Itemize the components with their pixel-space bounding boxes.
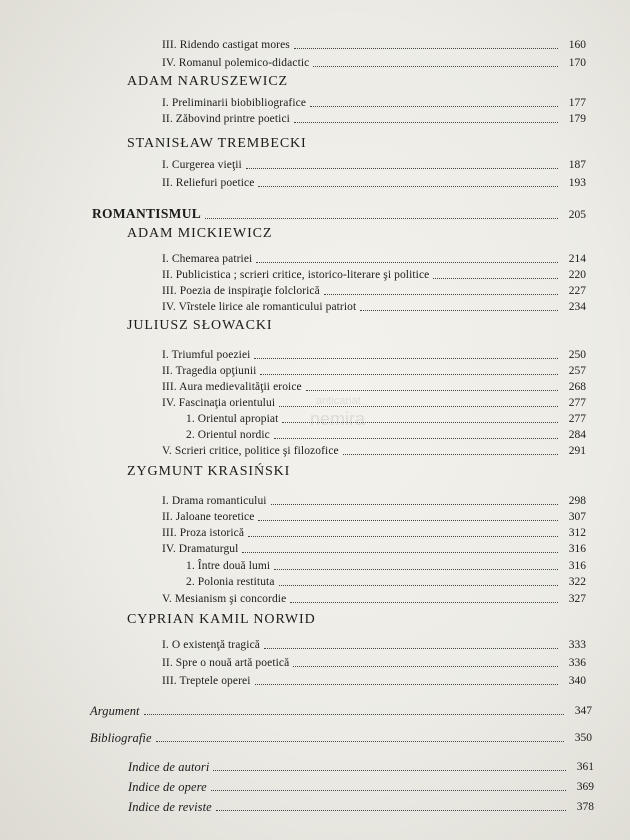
toc-label: 2. Orientul nordic <box>186 429 270 441</box>
toc-label: Indice de reviste <box>128 800 212 814</box>
toc-label: IV. Fascinaţia orientului <box>162 397 276 409</box>
leader-dots <box>216 809 566 811</box>
leader-dots <box>213 769 566 771</box>
toc-label: II. Reliefuri poetice <box>162 177 255 189</box>
toc-row[interactable] <box>162 538 586 556</box>
toc-label: I. O existenţă tragică <box>162 639 260 651</box>
leader-dots <box>156 740 564 742</box>
author-heading: JULIUSZ SŁOWACKI <box>127 318 273 333</box>
toc-row[interactable] <box>162 34 586 52</box>
toc-page: 312 <box>568 527 586 539</box>
toc-label: II. Spre o nouă artă poetică <box>162 657 290 669</box>
leader-dots <box>294 47 558 49</box>
toc-label: I. Chemarea patriei <box>162 253 253 265</box>
toc-page: 340 <box>568 675 586 687</box>
toc-page: 322 <box>568 576 586 588</box>
leader-dots <box>343 453 558 455</box>
toc-page: 307 <box>568 511 586 523</box>
toc-row[interactable] <box>162 588 586 606</box>
leader-dots <box>324 293 558 295</box>
leader-dots <box>294 121 558 123</box>
toc-label: V. Scrieri critice, politice şi filozofice <box>162 445 339 457</box>
toc-label: III. Ridendo castigat mores <box>162 39 290 51</box>
toc-label: II. Publicistica ; scrieri critice, istorico-literare şi politice <box>162 269 430 281</box>
toc-label: III. Poezia de inspiraţie folclorică <box>162 285 320 297</box>
toc-label: Indice de autori <box>128 760 210 774</box>
toc-label: IV. Dramaturgul <box>162 543 239 555</box>
leader-dots <box>313 65 558 67</box>
toc-row[interactable] <box>162 296 586 314</box>
leader-dots <box>274 568 558 570</box>
leader-dots <box>144 713 564 715</box>
toc-label: V. Mesianism şi concordie <box>162 593 287 605</box>
toc-page: 234 <box>568 301 586 313</box>
toc-page: 277 <box>568 397 586 409</box>
leader-dots <box>279 584 558 586</box>
toc-page: 333 <box>568 639 586 651</box>
toc-label: II. Tragedia opţiunii <box>162 365 257 377</box>
leader-dots <box>282 421 558 423</box>
toc-page: 316 <box>568 560 586 572</box>
leader-dots <box>360 309 558 311</box>
toc-row[interactable] <box>162 172 586 190</box>
toc-page: 257 <box>568 365 586 377</box>
toc-page: 350 <box>574 732 592 744</box>
author-heading: ZYGMUNT KRASIŃSKI <box>127 464 291 479</box>
leader-dots <box>290 601 558 603</box>
toc-label: I. Triumful poeziei <box>162 349 251 361</box>
leader-dots <box>433 277 558 279</box>
toc-label: I. Preliminarii biobibliografice <box>162 97 307 109</box>
toc-row-index[interactable] <box>128 796 594 814</box>
leader-dots <box>279 405 558 407</box>
leader-dots <box>271 503 558 505</box>
toc-row-index[interactable] <box>128 756 594 774</box>
toc-label: Bibliografie <box>90 731 152 745</box>
toc-page: 347 <box>574 705 592 717</box>
toc-page: 284 <box>568 429 586 441</box>
leader-dots <box>256 261 558 263</box>
toc-page: 160 <box>568 39 586 51</box>
toc-page: 316 <box>568 543 586 555</box>
leader-dots <box>306 389 558 391</box>
toc-page: 291 <box>568 445 586 457</box>
leader-dots <box>255 683 558 685</box>
toc-page: 336 <box>568 657 586 669</box>
leader-dots <box>258 519 558 521</box>
leader-dots <box>264 647 558 649</box>
toc-page: 277 <box>568 413 586 425</box>
toc-row[interactable] <box>162 108 586 126</box>
toc-page: 177 <box>568 97 586 109</box>
toc-row[interactable] <box>162 652 586 670</box>
toc-page: 205 <box>568 209 586 221</box>
leader-dots <box>293 665 558 667</box>
author-heading: STANISŁAW TREMBECKI <box>127 136 307 151</box>
toc-label: Argument <box>90 704 140 718</box>
toc-page: 361 <box>576 761 594 773</box>
toc-label: 1. Între două lumi <box>186 560 271 572</box>
author-heading: ADAM MICKIEWICZ <box>127 226 273 241</box>
leader-dots <box>254 357 558 359</box>
toc-row-bibliografie[interactable] <box>90 727 592 745</box>
author-heading: CYPRIAN KAMIL NORWID <box>127 612 316 627</box>
toc-page: 193 <box>568 177 586 189</box>
toc-page: 220 <box>568 269 586 281</box>
toc-label: III. Aura medievalităţii eroice <box>162 381 302 393</box>
watermark-line1: anticariat <box>316 395 361 407</box>
leader-dots <box>205 217 558 219</box>
toc-label: III. Proza istorică <box>162 527 245 539</box>
toc-label: III. Treptele operei <box>162 675 251 687</box>
leader-dots <box>258 185 558 187</box>
toc-label: II. Jaloane teoretice <box>162 511 255 523</box>
toc-page: 179 <box>568 113 586 125</box>
leader-dots <box>248 535 558 537</box>
toc-label: 2. Polonia restituta <box>186 576 275 588</box>
toc-page: 268 <box>568 381 586 393</box>
leader-dots <box>246 167 558 169</box>
toc-row[interactable] <box>162 154 586 172</box>
toc-page: 369 <box>576 781 594 793</box>
toc-label: I. Drama romanticului <box>162 495 267 507</box>
toc-label: 1. Orientul apropiat <box>186 413 279 425</box>
watermark-line2: nemira <box>310 409 366 429</box>
part-heading: ROMANTISMUL <box>92 206 202 221</box>
toc-row[interactable] <box>162 670 586 688</box>
toc-page: 214 <box>568 253 586 265</box>
leader-dots <box>242 551 558 553</box>
part-row[interactable] <box>92 204 586 222</box>
toc-row[interactable] <box>162 440 586 458</box>
toc-page: 298 <box>568 495 586 507</box>
toc-label: IV. Vîrstele lirice ale romanticului patriot <box>162 301 357 313</box>
toc-page: 378 <box>576 801 594 813</box>
toc-row[interactable] <box>162 52 586 70</box>
leader-dots <box>274 437 558 439</box>
leader-dots <box>260 373 558 375</box>
toc-label: IV. Romanul polemico-didactic <box>162 57 310 69</box>
toc-row-argument[interactable] <box>90 700 592 718</box>
leader-dots <box>211 789 566 791</box>
toc-label: II. Zăbovind printre poetici <box>162 113 290 125</box>
toc-subrow[interactable] <box>186 571 586 589</box>
toc-label: Indice de opere <box>128 780 207 794</box>
toc-page: 327 <box>568 593 586 605</box>
toc-page: 170 <box>568 57 586 69</box>
toc-row-index[interactable] <box>128 776 594 794</box>
toc-row[interactable] <box>162 634 586 652</box>
toc-page: 250 <box>568 349 586 361</box>
leader-dots <box>310 105 558 107</box>
toc-page: 187 <box>568 159 586 171</box>
author-heading: ADAM NARUSZEWICZ <box>127 74 289 89</box>
toc-page: 227 <box>568 285 586 297</box>
toc-label: I. Curgerea vieţii <box>162 159 242 171</box>
